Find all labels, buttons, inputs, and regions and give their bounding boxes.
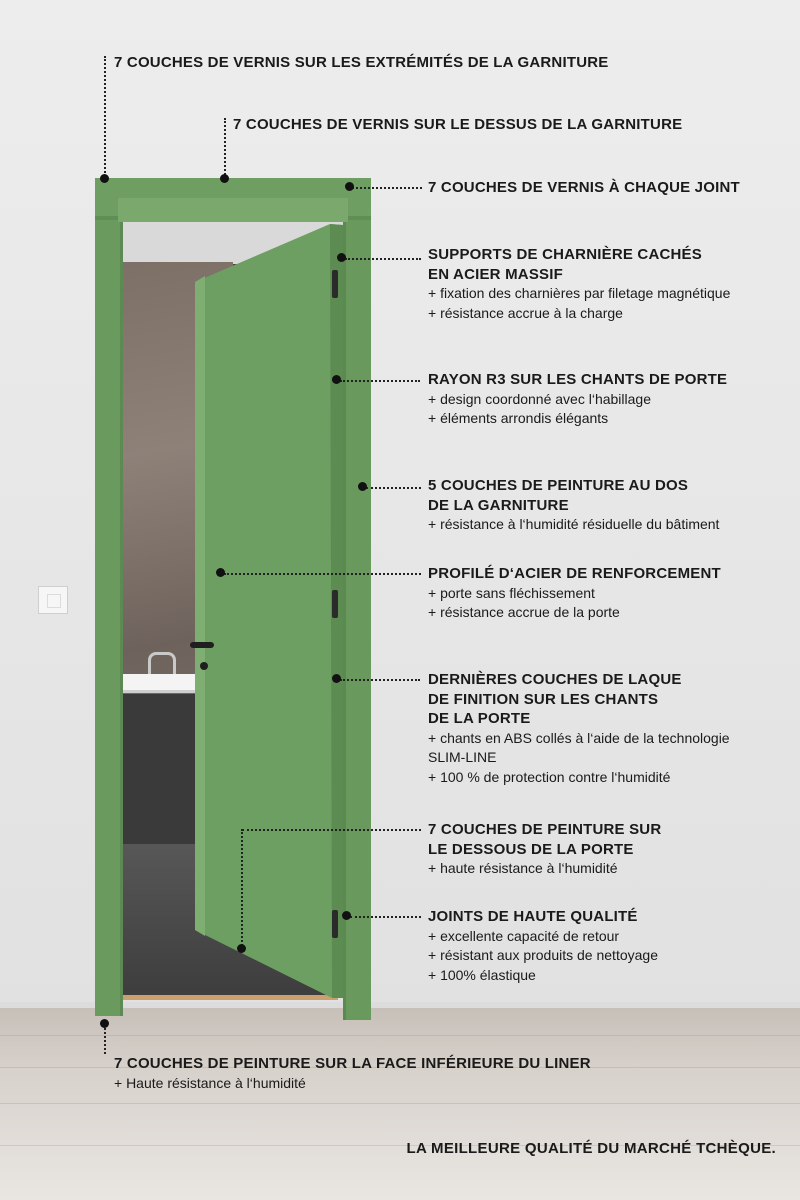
door-frame-lining (118, 198, 348, 222)
leader-line (224, 573, 421, 575)
hinge-icon (332, 910, 338, 938)
footer-tagline: LA MEILLEURE QUALITÉ DU MARCHÉ TCHÈQUE. (406, 1140, 776, 1157)
leader-line (352, 187, 422, 189)
callout-item: + résistance accrue à la charge (428, 304, 623, 321)
callout-title: JOINTS DE HAUTE QUALITÉ (428, 908, 638, 925)
leader-line (350, 916, 421, 918)
callout-lacquer-edges (428, 670, 730, 787)
callout-item: + 100% élastique (428, 966, 536, 983)
callout-paint-back (428, 476, 719, 535)
callout-dot (342, 911, 351, 920)
callout-title: DERNIÈRES COUCHES DE LAQUE DE FINITION SUR LES CHANTS DE LA PORTE (428, 671, 682, 727)
callout-title: 7 COUCHES DE PEINTURE SUR LE DESSOUS DE LA PORTE (428, 821, 662, 858)
callout-title: PROFILÉ D‘ACIER DE RENFORCEMENT (428, 565, 721, 582)
callout-item: + résistance à l‘humidité résiduelle du bâtiment (428, 516, 720, 532)
callout-seals (428, 907, 658, 985)
callout-title: 7 COUCHES DE VERNIS SUR LES EXTRÉMITÉS DE LA GARNITURE (114, 54, 609, 71)
light-switch[interactable] (38, 586, 68, 614)
floor-tiles (123, 822, 343, 998)
leader-line (241, 829, 243, 949)
door-frame-left (95, 178, 123, 1016)
hinge-icon (332, 270, 338, 298)
wall-panel (123, 694, 195, 844)
callout-title: SUPPORTS DE CHARNIÈRE CACHÉS EN ACIER MASSIF (428, 246, 702, 283)
callout-r3-radius (428, 370, 727, 429)
callout-hinge-supports (428, 245, 730, 323)
callout-title: 7 COUCHES DE VERNIS SUR LE DESSUS DE LA GARNITURE (233, 116, 683, 133)
leader-line (345, 258, 421, 260)
callout-liner-underside (114, 1054, 591, 1093)
callout-item: + résistance accrue de la porte (428, 604, 620, 620)
callout-steel-profile (428, 564, 721, 623)
callout-paint-underside (428, 820, 661, 879)
leader-line (366, 487, 421, 489)
callout-item: + chants en ABS collés à l‘aide de la technologie SLIM-LINE (428, 729, 730, 765)
callout-title: 7 COUCHES DE VERNIS À CHAQUE JOINT (428, 179, 740, 196)
callout-dot (216, 568, 225, 577)
leader-line (104, 1028, 106, 1054)
callout-dot (237, 944, 246, 953)
leader-line (242, 829, 421, 831)
hinge-icon (332, 590, 338, 618)
callout-dot (100, 174, 109, 183)
callout-item: + haute résistance à l‘humidité (428, 860, 618, 876)
callout-title: 7 COUCHES DE PEINTURE SUR LA FACE INFÉRIEURE DU LINER (114, 1055, 591, 1072)
leader-line (340, 380, 420, 382)
callout-item: + porte sans fléchissement (428, 584, 595, 601)
callout-dot (220, 174, 229, 183)
callout-dot (332, 375, 341, 384)
door-threshold (123, 995, 338, 1000)
callout-title: RAYON R3 SUR LES CHANTS DE PORTE (428, 371, 728, 388)
door-lock-icon (200, 662, 208, 670)
callout-title: 5 COUCHES DE PEINTURE AU DOS DE LA GARNITURE (428, 477, 689, 514)
callout-item: + résistant aux produits de nettoyage (428, 947, 658, 963)
callout-dot (100, 1019, 109, 1028)
callout-item: + excellente capacité de retour (428, 927, 620, 944)
bathroom-interior (123, 222, 343, 998)
sink (123, 674, 198, 693)
leader-line (104, 56, 106, 180)
callout-dot (332, 674, 341, 683)
callout-item: + 100 % de protection contre l‘humidité (428, 768, 671, 785)
callout-dot (358, 482, 367, 491)
callout-dot (345, 182, 354, 191)
callout-item: + Haute résistance à l‘humidité (114, 1074, 306, 1091)
leader-line (224, 118, 226, 178)
callout-item: + fixation des charnières par filetage magnétique (428, 285, 731, 301)
callout-item: + design coordonné avec l‘habillage (428, 390, 651, 407)
wooden-floor (0, 1005, 800, 1200)
door-frame-right (343, 178, 371, 1020)
callout-item: + éléments arrondis élégants (428, 410, 609, 426)
leader-line (340, 679, 420, 681)
door-handle[interactable] (190, 642, 214, 648)
callout-dot (337, 253, 346, 262)
